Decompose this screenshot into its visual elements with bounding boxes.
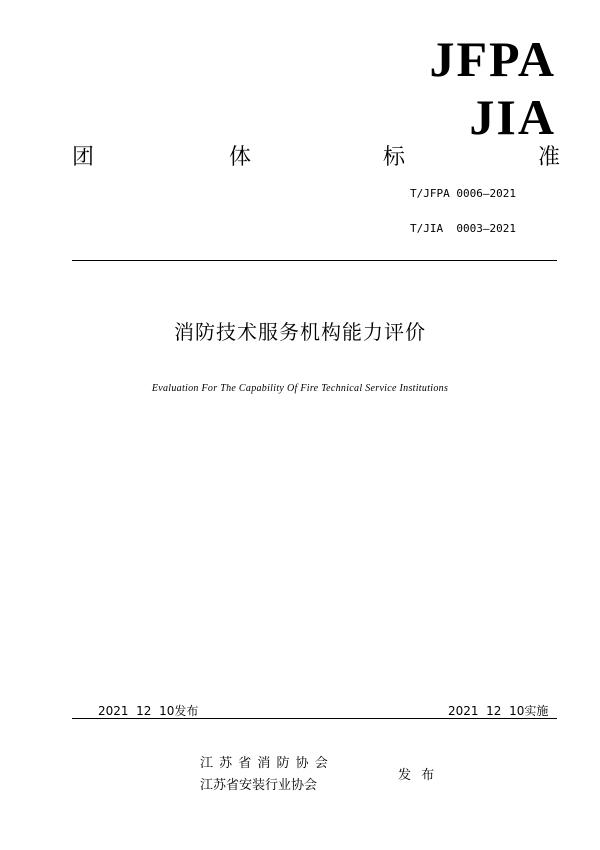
standard-type-char: 团 <box>72 145 95 170</box>
standard-type-char: 体 <box>229 145 252 170</box>
implement-date: 2021 12 10实施 <box>448 704 549 718</box>
issuer-installation-association: 江苏省安装行业协会 <box>200 778 318 793</box>
logo-line-2: JIA <box>469 89 556 145</box>
document-subtitle: Evaluation For The Capability Of Fire Technical Service Institutions <box>151 383 449 394</box>
standard-code-jia: T/JIA 0003—2021 <box>410 222 516 235</box>
release-date: 2021 12 10发布 <box>98 704 199 718</box>
standard-type-char: 标 <box>383 145 406 170</box>
publish-label: 发 布 <box>398 768 438 783</box>
standard-code-jfpa: T/JFPA 0006—2021 <box>410 187 516 200</box>
standard-type <box>72 144 560 172</box>
logo-line-1: JFPA <box>429 31 556 87</box>
issuer-fire-association: 江 苏 省 消 防 协 会 <box>200 756 329 771</box>
header-divider <box>72 260 557 261</box>
standard-type-char: 准 <box>538 145 561 170</box>
document-title: 消防技术服务机构能力评价 <box>174 320 426 344</box>
footer-divider <box>72 718 557 719</box>
